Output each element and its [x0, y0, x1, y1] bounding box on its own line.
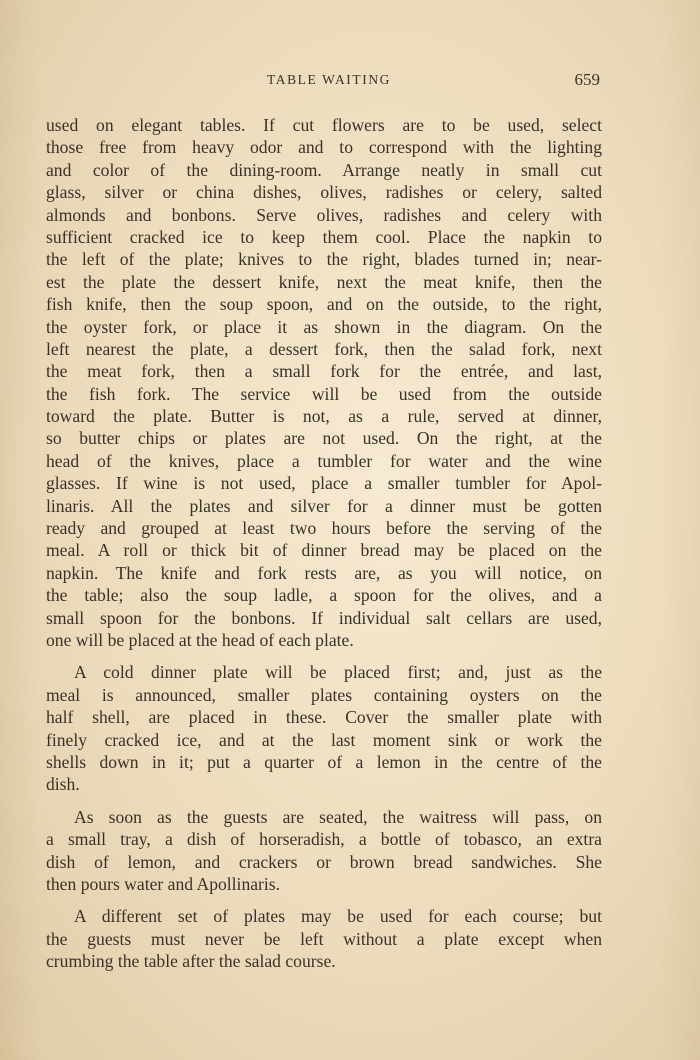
text-line: those free from heavy odor and to correspond with the lighting — [46, 137, 602, 158]
text-line: glass, silver or china dishes, olives, radishes or celery, salted — [46, 182, 602, 203]
text-line: meal. A roll or thick bit of dinner bread may be placed on the — [46, 540, 602, 561]
paragraph — [46, 661, 602, 795]
paragraph — [46, 806, 602, 896]
text-line: glasses. If wine is not used, place a smaller tumbler for Apol- — [46, 473, 602, 494]
paragraph — [46, 114, 602, 651]
text-line: napkin. The knife and fork rests are, as you will notice, on — [46, 562, 602, 583]
text-line: crumbing the table after the salad course. — [46, 951, 336, 972]
text-line: ready and grouped at least two hours before the serving of the — [46, 518, 602, 539]
text-line: then pours water and Apollinaris. — [46, 873, 281, 894]
text-line: a small tray, a dish of horseradish, a bottle of tobasco, an extra — [46, 829, 602, 850]
text-line: est the plate the dessert knife, next the meat knife, then the — [46, 271, 602, 292]
text-line: one will be placed at the head of each plate. — [46, 629, 354, 650]
text-line: head of the knives, place a tumbler for water and the wine — [46, 450, 602, 471]
text-line: dish of lemon, and crackers or brown bread sandwiches. She — [46, 851, 602, 872]
page-number: 659 — [574, 70, 600, 89]
running-head — [46, 70, 600, 92]
text-line: shells down in it; put a quarter of a lemon in the centre of the — [46, 751, 602, 772]
text-line: the oyster fork, or place it as shown in the diagram. On the — [46, 316, 602, 337]
text-line: meal is announced, smaller plates containing oysters on the — [46, 684, 602, 705]
text-line: A different set of plates may be used for each course; but — [74, 906, 602, 927]
text-line: and color of the dining-room. Arrange neatly in small cut — [46, 159, 602, 180]
text-line: so butter chips or plates are not used. On the right, at the — [46, 428, 602, 449]
text-line: the guests must never be left without a plate except when — [46, 928, 602, 949]
running-head-title: TABLE WAITING — [266, 72, 392, 87]
text-line: the meat fork, then a small fork for the entrée, and last, — [46, 361, 602, 382]
text-line: dish. — [46, 774, 80, 795]
paragraph — [46, 905, 602, 972]
text-line: sufficient cracked ice to keep them cool. Place the napkin to — [46, 226, 602, 247]
body-text — [46, 114, 602, 972]
text-line: small spoon for the bonbons. If individual salt cellars are used, — [46, 607, 602, 628]
text-line: A cold dinner plate will be placed first; and, just as the — [74, 662, 602, 683]
text-line: the fish fork. The service will be used from the outside — [46, 383, 602, 404]
text-line: As soon as the guests are seated, the waitress will pass, on — [74, 806, 602, 827]
text-line: linaris. All the plates and silver for a dinner must be gotten — [46, 495, 602, 516]
text-line: used on elegant tables. If cut flowers are to be used, select — [46, 115, 602, 135]
text-line: left nearest the plate, a dessert fork, then the salad fork, next — [46, 338, 602, 359]
text-line: almonds and bonbons. Serve olives, radishes and celery with — [46, 204, 602, 225]
text-line: finely cracked ice, and at the last moment sink or work the — [46, 729, 602, 750]
text-line: the table; also the soup ladle, a spoon for the olives, and a — [46, 585, 602, 606]
text-line: the left of the plate; knives to the right, blades turned in; near- — [46, 249, 602, 270]
text-line: fish knife, then the soup spoon, and on the outside, to the right, — [46, 294, 602, 315]
text-line: toward the plate. Butter is not, as a rule, served at dinner, — [46, 406, 602, 427]
text-line: half shell, are placed in these. Cover the smaller plate with — [46, 707, 602, 728]
